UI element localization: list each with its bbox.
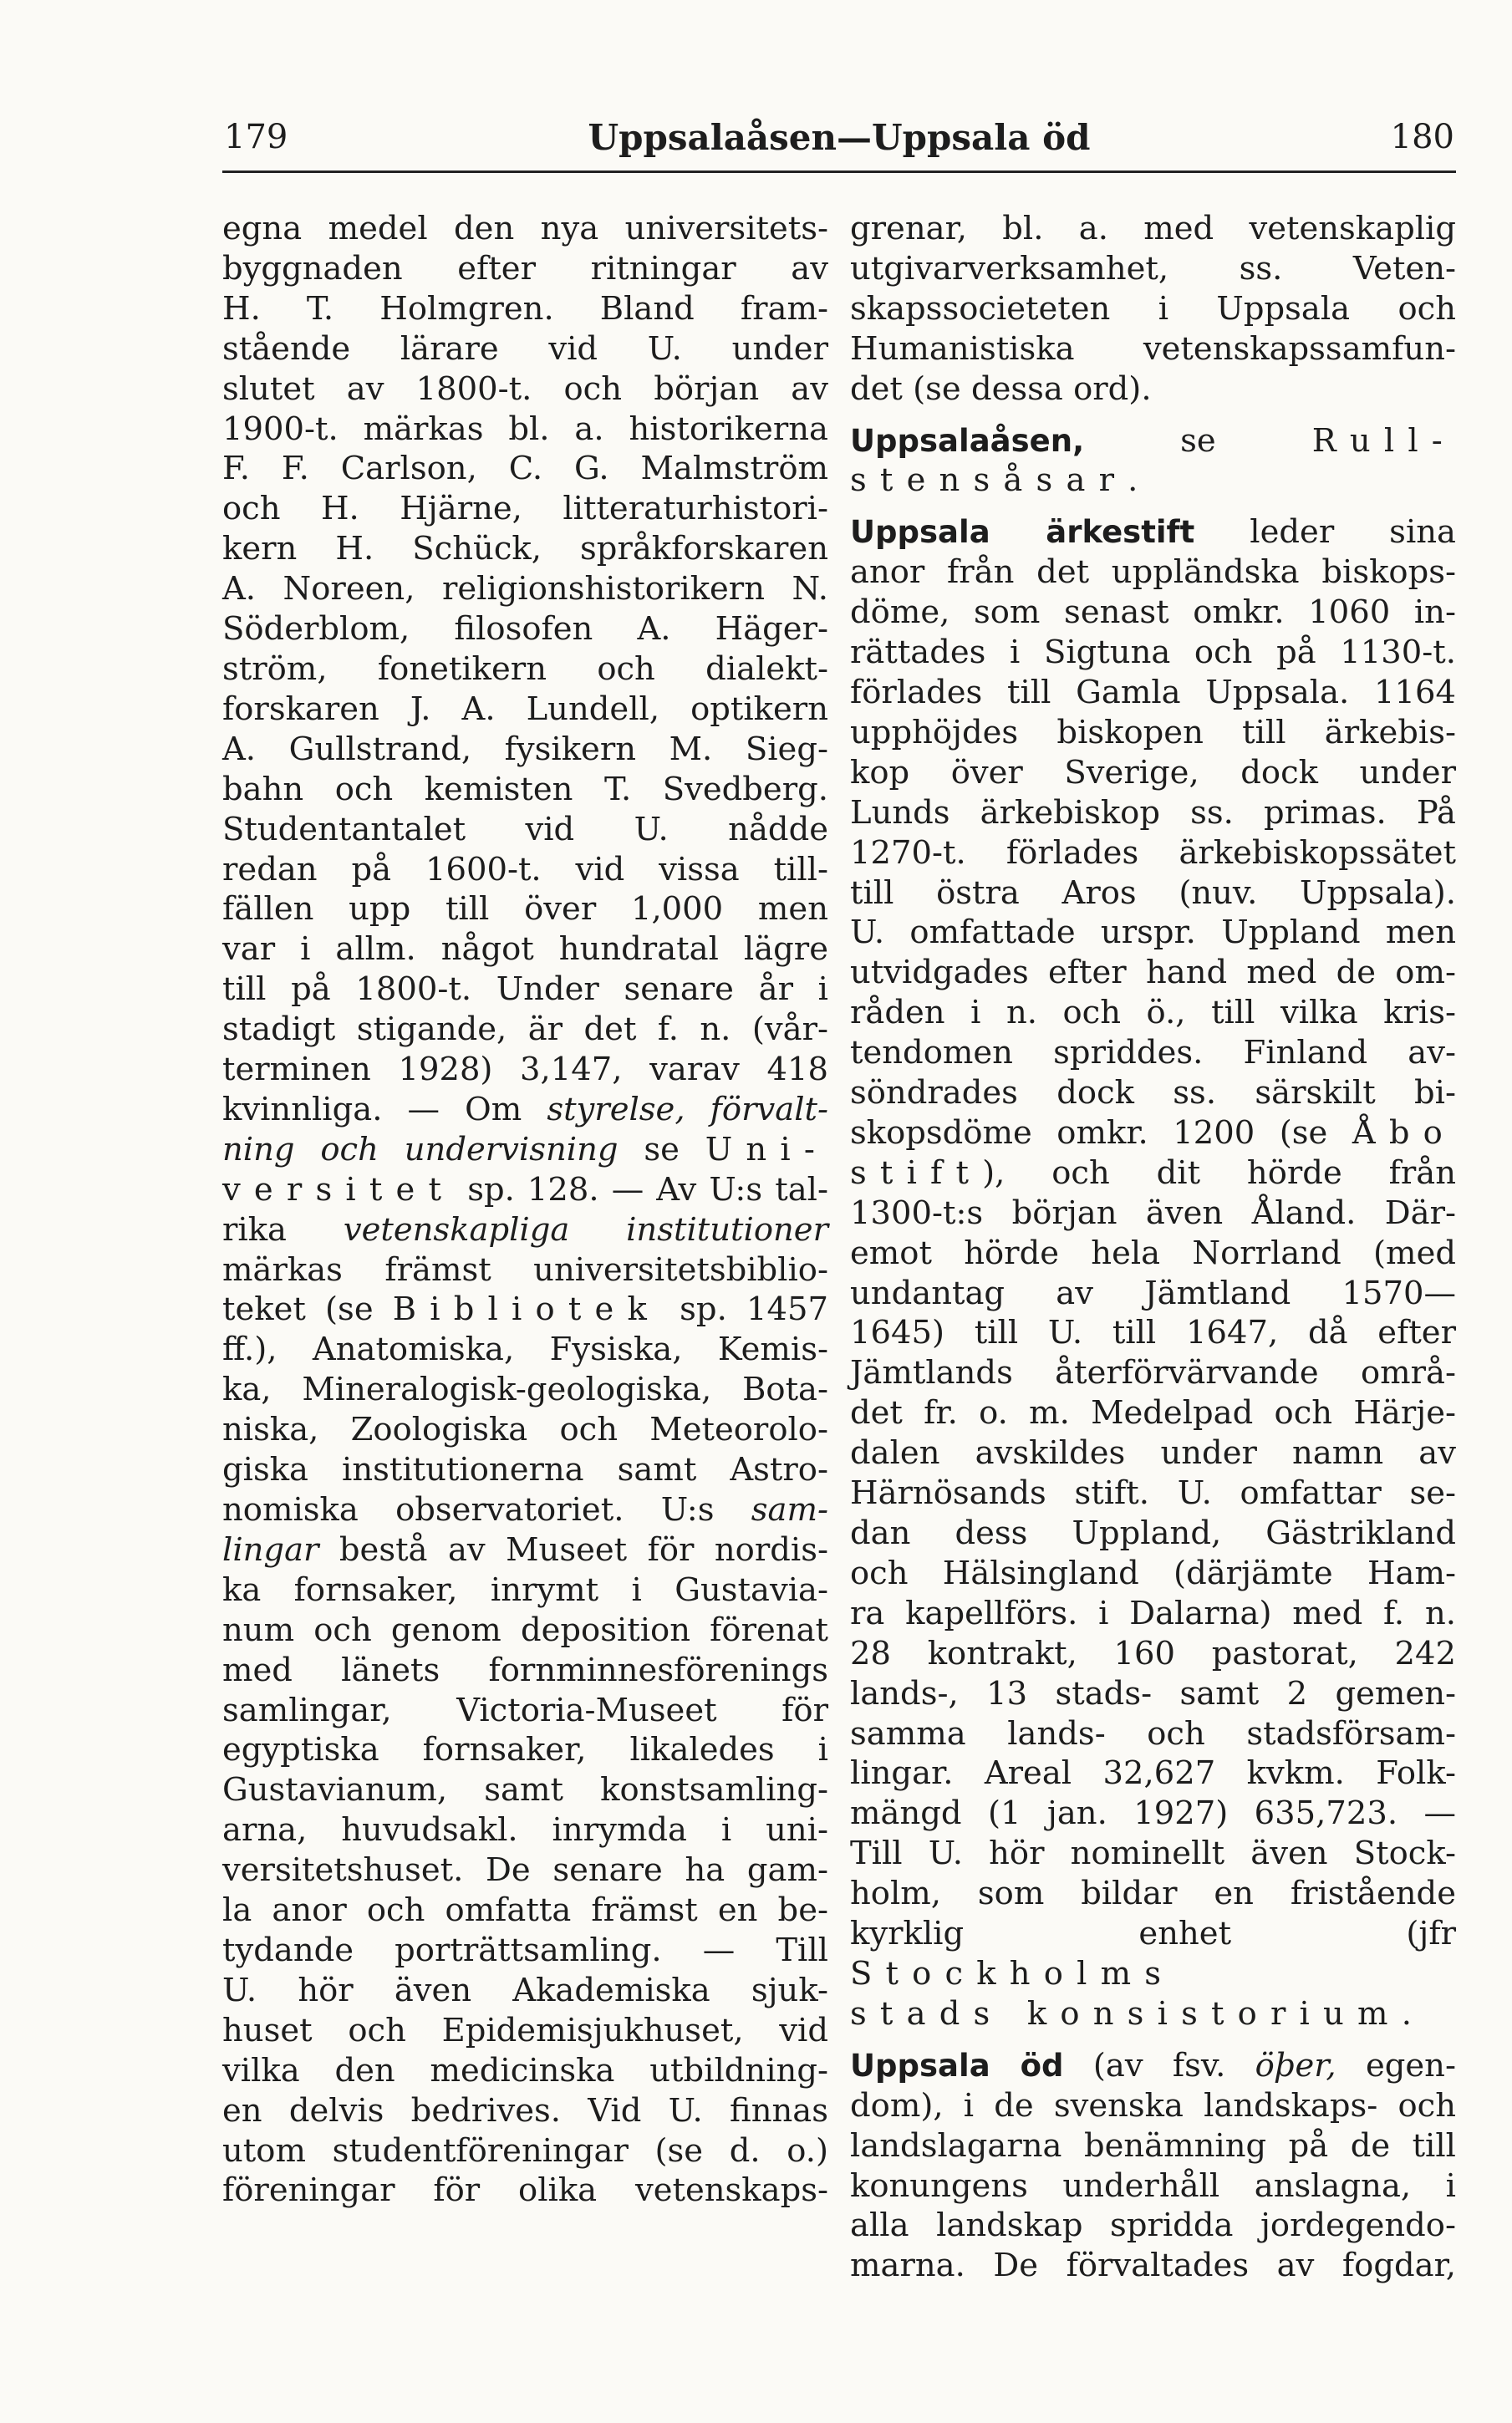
- text-line: stadigt stigande, är det f. n. (vår-: [222, 1010, 828, 1049]
- text-line: ning och undervisning se Uni-: [222, 1130, 828, 1168]
- text-line: forskaren J. A. Lundell, optikern: [222, 690, 828, 728]
- text-line: ff.), Anatomiska, Fysiska, Kemis-: [222, 1331, 828, 1369]
- text-line: Till U. hör nominellt även Stock-: [850, 1835, 1456, 1873]
- headword: Uppsala ärkestift: [850, 514, 1195, 551]
- header-rule: [222, 171, 1456, 173]
- text-line: F. F. Carlson, C. G. Malmström: [222, 450, 828, 488]
- text-line: utvidgades efter hand med de om-: [850, 954, 1456, 992]
- text-line: stads konsistorium.: [850, 1994, 1412, 2033]
- running-header: [224, 110, 1454, 164]
- left-column: [222, 209, 828, 2211]
- text-line: alla landskap spridda jordegendo-: [850, 2207, 1456, 2245]
- text-line: kvinnliga. — Om styrelse, förvalt-: [222, 1090, 828, 1128]
- text-line: Uppsalaåsen, se Rull-: [850, 421, 1456, 460]
- text-line: A. Gullstrand, fysikern M. Sieg-: [222, 730, 828, 768]
- headword: Uppsala öd: [850, 2047, 1064, 2084]
- text-line: konungens underhåll anslagna, i: [850, 2166, 1456, 2205]
- text-line: det fr. o. m. Medelpad och Härje-: [850, 1394, 1456, 1433]
- text-line: Uppsala ärkestift leder sina: [850, 513, 1457, 552]
- text-line: kop över Sverige, dock under: [850, 753, 1456, 792]
- text-line: 28 kontrakt, 160 pastorat, 242: [850, 1634, 1456, 1672]
- text-line: och Hälsingland (därjämte Ham-: [850, 1554, 1456, 1592]
- text-line: emot hörde hela Norrland (med: [850, 1234, 1456, 1272]
- text-line: Studentantalet vid U. nådde: [222, 810, 828, 848]
- text-line: egna medel den nya universitets-: [222, 210, 828, 247]
- text-line: U. hör även Akademiska sjuk-: [222, 1971, 828, 2009]
- page-number-left: 179: [224, 118, 288, 156]
- text-line: föreningar för olika vetenskaps-: [222, 2171, 828, 2210]
- text-line: ka fornsaker, inrymt i Gustavia-: [222, 1570, 828, 1609]
- text-line: det (se dessa ord).: [850, 369, 1152, 408]
- text-line: la anor och omfatta främst en be-: [222, 1891, 828, 1930]
- text-line: versitet sp. 128. — Av U:s tal-: [222, 1170, 828, 1209]
- text-line: dom), i de svenska landskaps- och: [850, 2086, 1456, 2125]
- entry-uppsala-od: [850, 2046, 1456, 2286]
- text-line: grenar, bl. a. med vetenskaplig: [850, 210, 1456, 247]
- text-line: Humanistiska vetenskapssamfun-: [850, 329, 1456, 368]
- text-line: med länets fornminnesförenings: [222, 1651, 828, 1689]
- text-line: dan dess Uppland, Gästrikland: [850, 1514, 1456, 1552]
- text-line: utom studentföreningar (se d. o.): [222, 2131, 828, 2170]
- text-line: tendomen spriddes. Finland av-: [850, 1034, 1456, 1072]
- text-line: marna. De förvaltades av fogdar,: [850, 2247, 1456, 2285]
- text-line: versitetshuset. De senare ha gam-: [222, 1851, 828, 1890]
- text-line: till på 1800-t. Under senare år i: [222, 970, 828, 1009]
- text-line: giska institutionerna samt Astro-: [222, 1451, 828, 1489]
- text-line: ka, Mineralogisk-geologiska, Bota-: [222, 1371, 828, 1409]
- text-line: ra kapellförs. i Dalarna) med f. n.: [850, 1594, 1456, 1632]
- text-line: teket (se Bibliotek sp. 1457: [222, 1290, 828, 1329]
- text-line: rättades i Sigtuna och på 1130-t.: [850, 634, 1456, 672]
- entry-uppsalaasen: [850, 421, 1456, 501]
- text-line: Uppsala öd (av fsv. öþer, egen-: [850, 2046, 1456, 2084]
- text-line: 1645) till U. till 1647, då efter: [850, 1314, 1456, 1352]
- text-line: lingar. Areal 32,627 kvkm. Folk-: [850, 1754, 1456, 1793]
- text-line: 1300-t:s början även Åland. Där-: [850, 1194, 1456, 1232]
- text-line: A. Noreen, religionshistorikern N.: [222, 570, 828, 608]
- text-line: bahn och kemisten T. Svedberg.: [222, 770, 828, 808]
- text-line: redan på 1600-t. vid vissa till-: [222, 850, 828, 888]
- text-line: vilka den medicinska utbildning-: [222, 2051, 828, 2090]
- text-line: 1900-t. märkas bl. a. historikerna: [222, 410, 828, 448]
- text-line: rika vetenskapliga institutioner: [222, 1210, 828, 1249]
- text-line: dalen avskildes under namn av: [850, 1434, 1456, 1473]
- text-line: terminen 1928) 3,147, varav 418: [222, 1051, 828, 1089]
- text-line: kern H. Schück, språkforskaren: [222, 530, 828, 568]
- text-line: lingar bestå av Museet för nordis-: [222, 1530, 828, 1569]
- text-line: U. omfattade urspr. Uppland men: [850, 914, 1456, 952]
- text-line: och H. Hjärne, litteraturhistori-: [222, 490, 828, 528]
- text-line: niska, Zoologiska och Meteorolo-: [222, 1411, 828, 1449]
- text-line: utgivarverksamhet, ss. Veten-: [850, 249, 1456, 288]
- text-line: söndrades dock ss. särskilt bi-: [850, 1074, 1456, 1112]
- text-line: egyptiska fornsaker, likaledes i: [222, 1731, 828, 1769]
- text-line: skapssocieteten i Uppsala och: [850, 289, 1456, 328]
- text-line: H. T. Holmgren. Bland fram-: [222, 289, 828, 328]
- headword: Uppsalaåsen,: [850, 422, 1085, 459]
- text-line: förlades till Gamla Uppsala. 1164: [850, 673, 1456, 711]
- text-line: råden i n. och ö., till vilka kris-: [850, 994, 1456, 1032]
- text-line: samlingar, Victoria-Museet för: [222, 1691, 828, 1729]
- text-line: stensåsar.: [850, 461, 1138, 500]
- header-title: Uppsalaåsen—Uppsala öd: [588, 116, 1091, 158]
- text-line: mängd (1 jan. 1927) 635,723. —: [850, 1794, 1456, 1833]
- text-line: Härnösands stift. U. omfattar se-: [850, 1474, 1456, 1513]
- text-line: stift), och dit hörde från: [850, 1153, 1456, 1192]
- text-line: var i allm. något hundratal lägre: [222, 930, 828, 969]
- right-column: [850, 209, 1456, 2286]
- text-line: fällen upp till över 1,000 men: [222, 890, 828, 929]
- text-line: Gustavianum, samt konstsamling-: [222, 1771, 828, 1810]
- entry-continuation: [850, 209, 1456, 410]
- text-line: undantag av Jämtland 1570—: [850, 1274, 1456, 1312]
- text-line: byggnaden efter ritningar av: [222, 249, 828, 288]
- text-line: en delvis bedrives. Vid U. finnas: [222, 2091, 828, 2130]
- text-line: samma lands- och stadsförsam-: [850, 1714, 1456, 1753]
- text-line: Lunds ärkebiskop ss. primas. På: [850, 793, 1456, 832]
- text-line: Jämtlands återförvärvande områ-: [850, 1354, 1456, 1392]
- text-line: märkas främst universitetsbiblio-: [222, 1250, 828, 1289]
- text-line: nomiska observatoriet. U:s sam-: [222, 1491, 828, 1529]
- text-line: anor från det uppländska biskops-: [850, 553, 1456, 592]
- entry-uppsala-arkestift: [850, 512, 1456, 2034]
- text-line: skopsdöme omkr. 1200 (se Åbo: [850, 1113, 1456, 1152]
- text-line: döme, som senast omkr. 1060 in-: [850, 593, 1456, 632]
- text-line: landslagarna benämning på de till: [850, 2126, 1456, 2165]
- text-line: till östra Aros (nuv. Uppsala).: [850, 873, 1456, 912]
- entry-continuation: [222, 209, 828, 2211]
- text-line: Söderblom, filosofen A. Häger-: [222, 610, 828, 649]
- text-line: kyrklig enhet (jfr Stockholms: [850, 1915, 1456, 1993]
- text-line: num och genom deposition förenat: [222, 1611, 828, 1649]
- text-line: tydande porträttsamling. — Till: [222, 1931, 828, 1969]
- text-line: ström, fonetikern och dialekt-: [222, 649, 828, 688]
- text-line: lands-, 13 stads- samt 2 gemen-: [850, 1674, 1456, 1713]
- text-line: 1270-t. förlades ärkebiskopssätet: [850, 833, 1456, 872]
- text-line: holm, som bildar en fristående: [850, 1875, 1456, 1913]
- text-line: stående lärare vid U. under: [222, 329, 828, 368]
- text-line: upphöjdes biskopen till ärkebis-: [850, 713, 1456, 751]
- text-line: huset och Epidemisjukhuset, vid: [222, 2011, 828, 2049]
- page-number-right: 180: [1390, 118, 1454, 156]
- text-line: slutet av 1800-t. och början av: [222, 369, 828, 408]
- text-line: arna, huvudsakl. inrymda i uni-: [222, 1811, 828, 1850]
